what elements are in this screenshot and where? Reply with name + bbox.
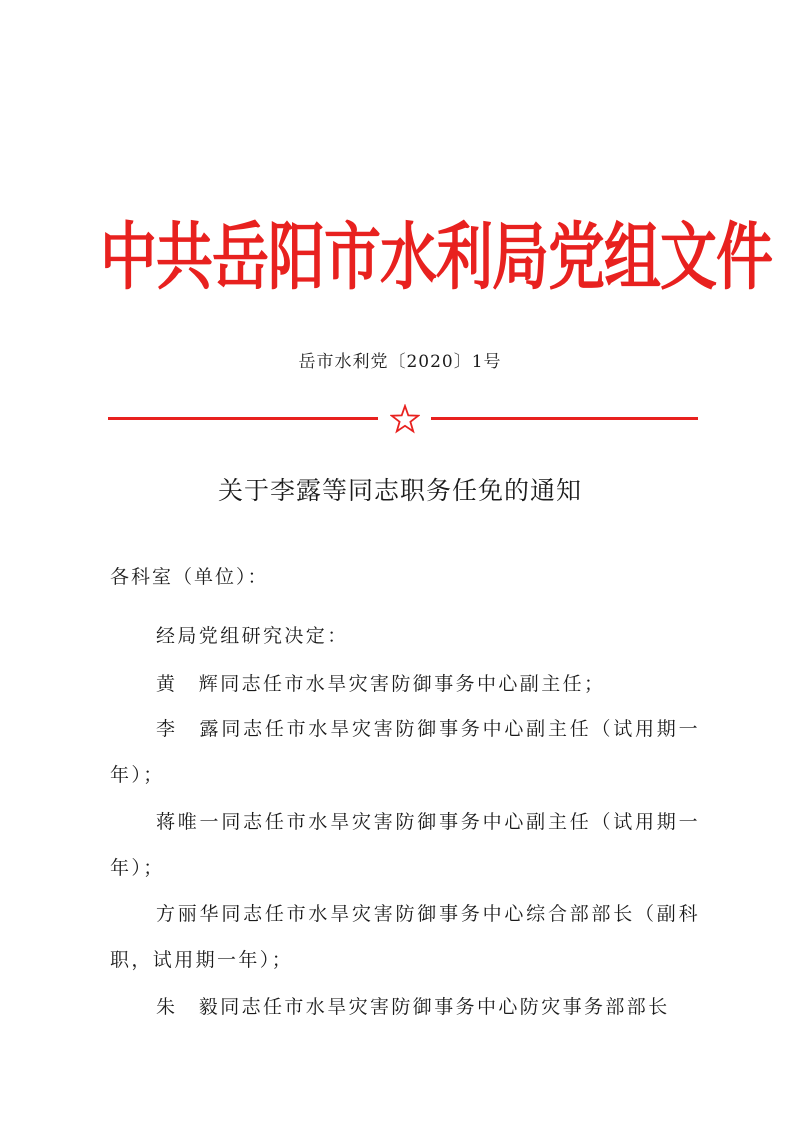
appointment-item: 黄 辉同志任市水旱灾害防御事务中心副主任； (156, 673, 606, 695)
appointment-item: 方丽华同志任市水旱灾害防御事务中心综合部部长（副科职，试用期一年）； (110, 903, 700, 971)
decision-intro: 经局党组研究决定： (156, 625, 349, 647)
salutation: 各科室（单位）： (110, 566, 269, 588)
divider-rule-left (108, 417, 378, 420)
document-header-title: 中共岳阳市水利局党组文件 (100, 215, 772, 301)
appointment-item: 朱 毅同志任市水旱灾害防御事务中心防灾事务部部长 (156, 996, 670, 1018)
appointment-item: 蒋唯一同志任市水旱灾害防御事务中心副主任（试用期一年）； (110, 811, 700, 879)
document-number: 岳市水利党〔2020〕1号 (298, 352, 502, 372)
notice-title: 关于李露等同志职务任免的通知 (217, 476, 582, 505)
appointment-item: 李 露同志任市水旱灾害防御事务中心副主任（试用期一年）； (110, 718, 700, 786)
red-divider (108, 404, 698, 434)
divider-rule-right (431, 417, 698, 420)
star-outline-icon (390, 404, 420, 434)
